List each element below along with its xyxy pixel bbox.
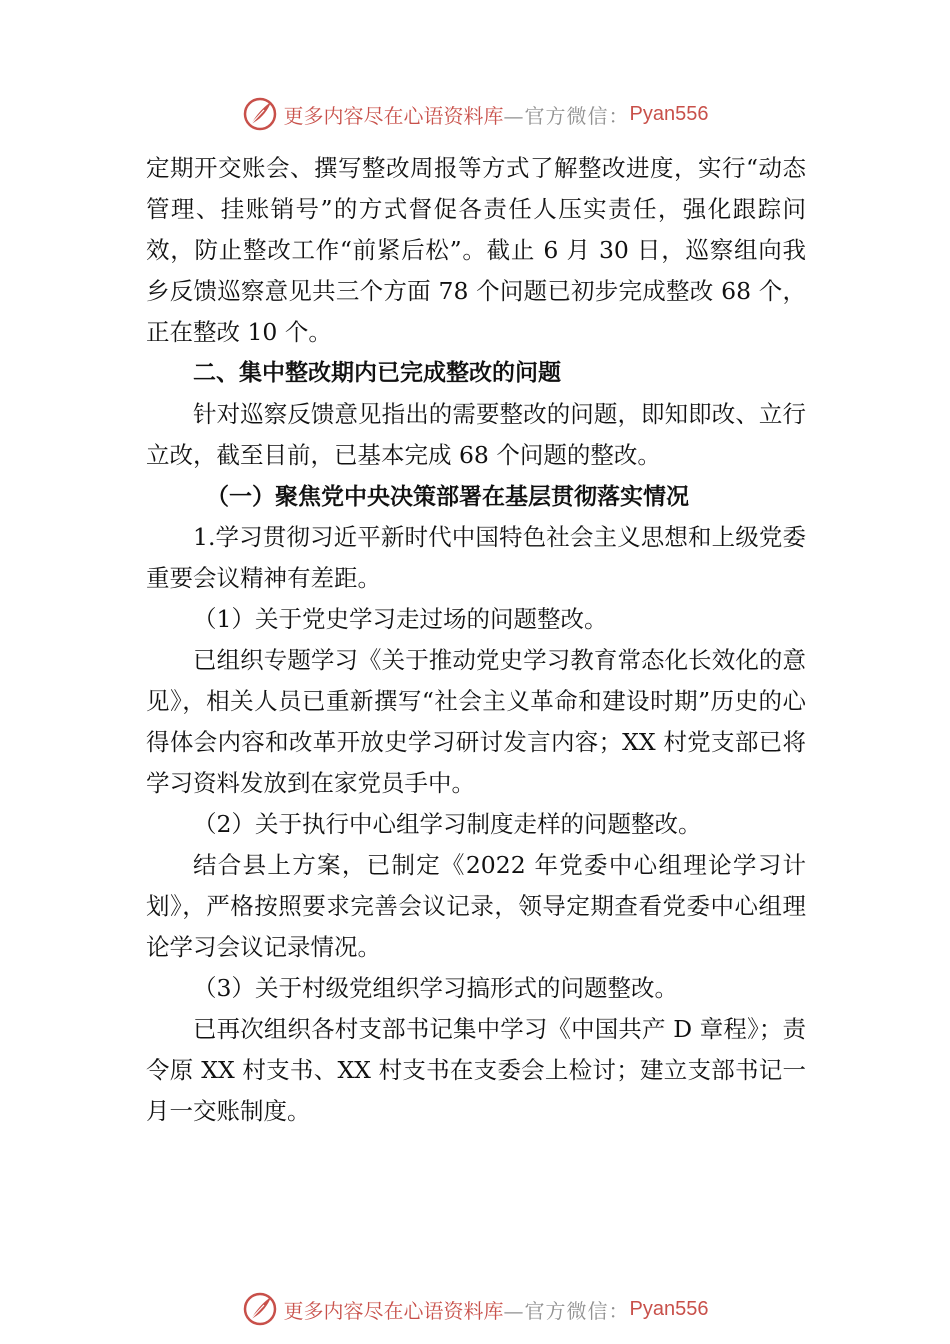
item-1-heading: 1.学习贯彻习近平新时代中国特色社会主义思想和上级党委重要会议精神有差距。 (146, 523, 806, 592)
feather-pen-logo-icon (242, 96, 278, 132)
header-library-text: 更多内容尽在心语资料库 (283, 103, 504, 128)
item-1-1-heading: （1）关于党史学习走过场的问题整改。 (193, 605, 608, 633)
item-1-3-heading: （3）关于村级党组织学习搞形式的问题整改。 (193, 974, 678, 1002)
item-1-3-body: 已再次组织各村支部书记集中学习《中国共产 D 章程》；责令原 XX 村支书、XX 村支书在支委会上检讨；建立支部书记一月一交账制度。 (146, 1015, 806, 1125)
section-heading-2: 二、集中整改期内已完成整改的问题 (193, 360, 561, 386)
header-wechat-label: —官方微信： (503, 103, 630, 128)
footer-wechat-id: Pyan556 (629, 1297, 709, 1320)
feather-pen-logo-icon (242, 1291, 278, 1327)
header-wechat-id: Pyan556 (629, 102, 709, 125)
paragraph-completed: 针对巡察反馈意见指出的需要整改的问题，即知即改、立行立改，截至目前，已基本完成 68 个问题的整改。 (146, 400, 806, 469)
item-1-1-body: 已组织专题学习《关于推动党史学习教育常态化长效化的意见》，相关人员已重新撰写“社会主义革命和建设时期”历史的心得体会内容和改革开放史学习研讨发言内容；XX 村党支部已将学习资料发放到在家党员手中。 (146, 646, 806, 797)
footer-library-text: 更多内容尽在心语资料库 (283, 1298, 504, 1323)
header-banner (0, 94, 950, 134)
paragraph-progress: 定期开交账会、撰写整改周报等方式了解整改进度，实行“动态管理、挂账销号”的方式督促各责任人压实责任，强化跟踪问效，防止整改工作“前紧后松”。截止 6 月 30 日，巡察组向我乡反馈巡察意见共三个方面 78 个问题已初步完成整改 68 个，正在整改 10 个。 (146, 154, 806, 346)
item-1-2-heading: （2）关于执行中心组学习制度走样的问题整改。 (193, 810, 702, 838)
item-1-2-body: 结合县上方案，已制定《2022 年党委中心组理论学习计划》，严格按照要求完善会议记录，领导定期查看党委中心组理论学习会议记录情况。 (146, 851, 806, 961)
footer-banner (0, 1289, 950, 1329)
footer-wechat-label: —官方微信： (503, 1298, 630, 1323)
subsection-heading-1: （一）聚焦党中央决策部署在基层贯彻落实情况 (206, 483, 689, 510)
document-body (146, 148, 806, 1132)
